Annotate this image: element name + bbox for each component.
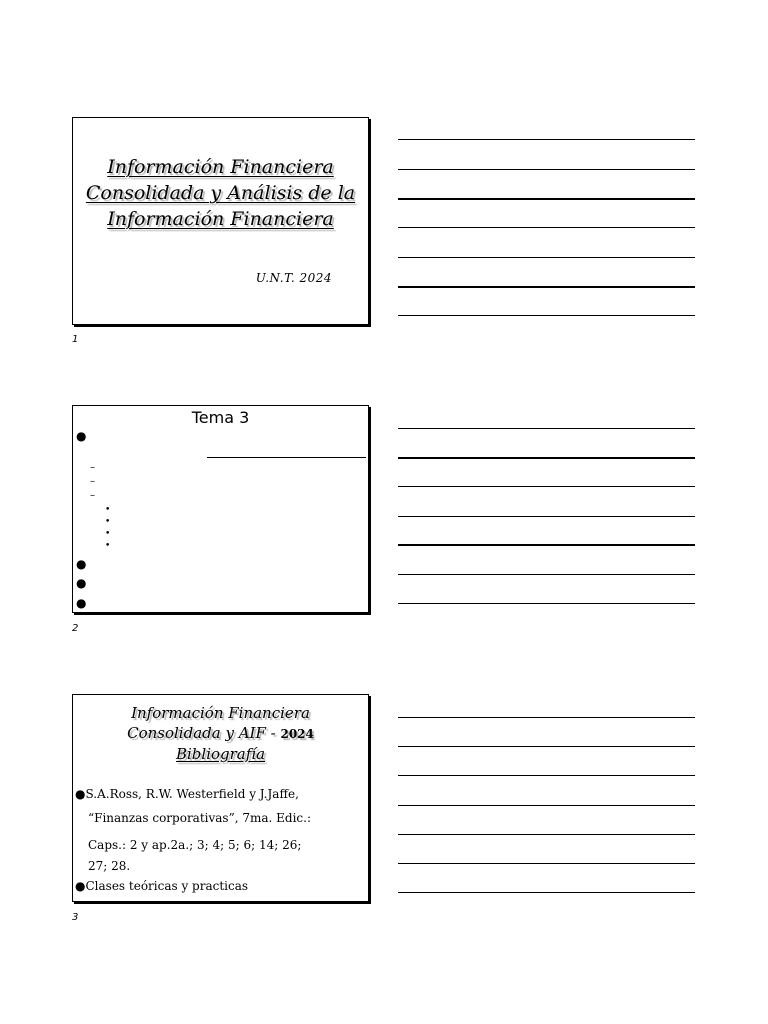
note-line [398, 169, 695, 170]
slide-2-underline [207, 457, 366, 458]
slide-3-title-line-1: Información Financiera [131, 704, 310, 722]
note-line [398, 746, 695, 747]
note-line [398, 227, 695, 228]
note-line [398, 574, 695, 575]
list-item [75, 879, 248, 893]
slide-2-thumbnail [72, 405, 369, 613]
slide-1-number: 1 [72, 334, 79, 345]
dash-icon: – [90, 462, 95, 473]
list-item-continuation: Caps.: 2 y ap.2a.; 3; 4; 5; 6; 14; 26; [88, 838, 302, 852]
sub-bullet-icon: • [105, 505, 111, 515]
slide-3-thumbnail [72, 694, 369, 902]
note-line [398, 257, 695, 258]
note-line [398, 863, 695, 864]
slide-1-thumbnail [72, 117, 369, 325]
list-item-text: S.A.Ross, R.W. Westerfield y J.Jaffe, [85, 787, 299, 801]
note-line [398, 286, 695, 288]
list-item-continuation: “Finanzas corporativas”, 7ma. Edic.: [88, 811, 312, 825]
note-line [398, 805, 695, 806]
list-item-continuation: 27; 28. [88, 859, 131, 873]
note-line [398, 775, 695, 776]
slide-3-title-line-3 [73, 744, 368, 764]
sub-bullet-icon: • [105, 529, 111, 539]
slide-3-title [73, 703, 368, 764]
slide-3-title-line-3-text: Bibliografía [175, 745, 266, 763]
bullet-icon: ● [76, 596, 87, 610]
slide-3-title-line-2-text: Consolidada y AIF - [127, 724, 276, 742]
note-line [398, 139, 695, 140]
list-item-text: Clases teóricas y practicas [85, 879, 249, 893]
slide-1-title: Información Financiera Consolidada y Análisis de la Información Financiera [85, 156, 356, 230]
dash-icon: – [90, 476, 95, 487]
slide-3-title-year: 2024 [280, 727, 314, 741]
note-line [398, 603, 695, 604]
bullet-icon: ● [75, 787, 86, 801]
note-line [398, 457, 695, 459]
slide-1-subtitle: U.N.T. 2024 [255, 271, 332, 285]
sub-bullet-icon: • [105, 517, 111, 527]
note-line [398, 198, 695, 200]
slide-3-title-line-2 [73, 723, 368, 744]
slide-2-title: Tema 3 [191, 408, 250, 427]
note-line [398, 315, 695, 316]
note-line [398, 892, 695, 893]
bullet-icon: ● [76, 576, 87, 590]
dash-icon: – [90, 490, 95, 501]
note-line [398, 486, 695, 487]
list-item [75, 787, 299, 801]
bullet-icon: ● [76, 557, 87, 571]
note-line [398, 717, 695, 718]
note-line [398, 834, 695, 835]
note-line [398, 516, 695, 517]
slide-3-number: 3 [72, 912, 79, 923]
bullet-icon: ● [76, 429, 87, 443]
note-line [398, 428, 695, 429]
bullet-icon: ● [75, 879, 86, 893]
slide-2-number: 2 [72, 623, 79, 634]
sub-bullet-icon: • [105, 541, 111, 551]
note-line [398, 544, 695, 546]
